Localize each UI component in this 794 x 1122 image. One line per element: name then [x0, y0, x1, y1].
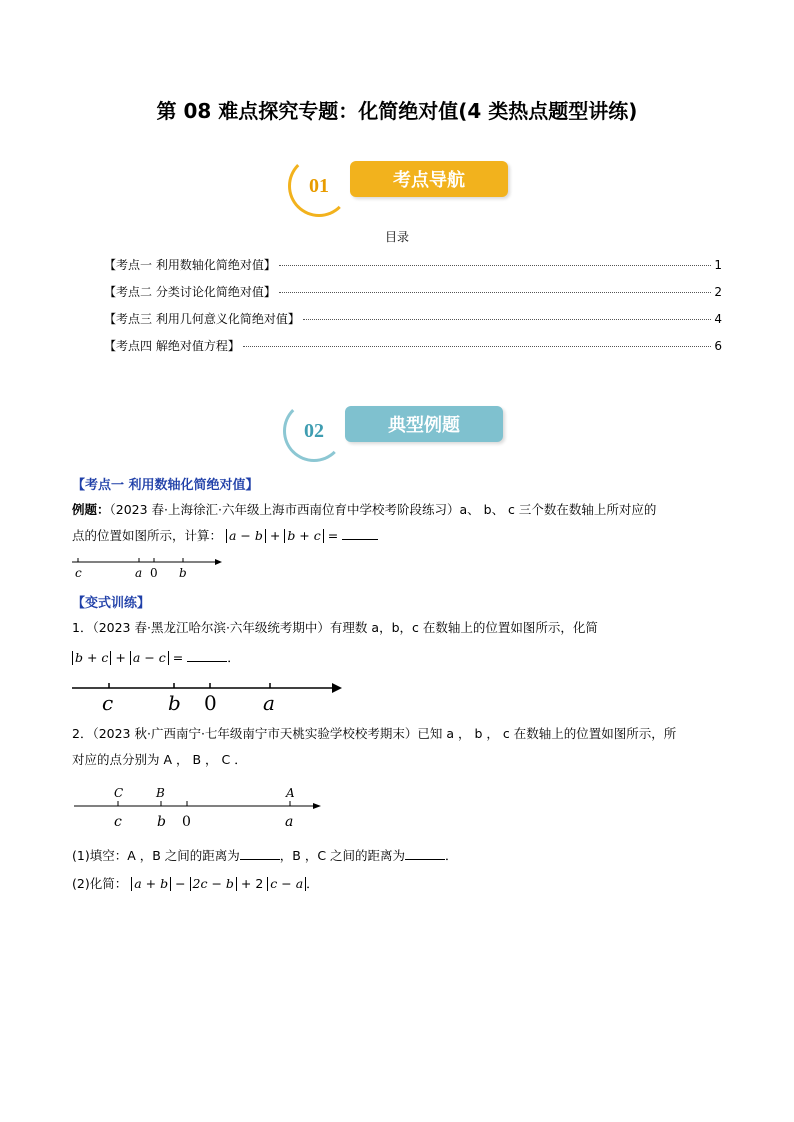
- section-heading: 【考点一 利用数轴化简绝对值】: [72, 478, 259, 493]
- badge-number: 02: [283, 400, 345, 462]
- abs-expr: b + c: [72, 651, 111, 665]
- plus-sign: +: [269, 528, 281, 543]
- question-2-part-2: [72, 874, 319, 894]
- axis-label: 0: [182, 814, 191, 830]
- toc-item-label: 【考点四 解绝对值方程】: [104, 339, 240, 353]
- number-line-2: [70, 672, 350, 712]
- period: ．: [306, 876, 319, 891]
- question-1-expr: [72, 648, 240, 668]
- equals-sign: =: [327, 528, 339, 543]
- badge-number: 01: [288, 155, 350, 217]
- toc-item[interactable]: [104, 310, 722, 327]
- answer-blank[interactable]: [405, 847, 445, 860]
- axis-point-label: A: [286, 786, 295, 800]
- axis-label: a: [263, 691, 275, 712]
- page-title: 第 08 难点探究专题：化简绝对值(4 类热点题型讲练): [156, 99, 638, 123]
- abs-expr: a + b: [131, 877, 171, 891]
- axis-label: 0: [150, 566, 158, 580]
- toc-item-page: 4: [714, 312, 722, 326]
- number-line-3: [72, 782, 332, 832]
- toc-item-label: 【考点二 分类讨论化简绝对值】: [104, 285, 276, 299]
- plus-two: + 2: [240, 876, 264, 891]
- example-prefix: 例题：: [72, 502, 110, 517]
- part2-text: (2)化简：: [72, 876, 128, 891]
- axis-label: b: [157, 814, 166, 830]
- toc-heading: 目录: [384, 230, 409, 244]
- plus-sign: +: [115, 650, 126, 665]
- abs-expr: b + c: [284, 529, 323, 543]
- abs-expr: 2c − b: [190, 877, 237, 891]
- toc-item[interactable]: [104, 337, 722, 354]
- abs-expr: a − b: [226, 529, 266, 543]
- period: ．: [445, 848, 458, 863]
- period: ．: [227, 650, 240, 665]
- question-2-text-line2: 对应的点分别为 A ， B ， C ．: [72, 752, 247, 767]
- answer-blank[interactable]: [240, 847, 280, 860]
- part1-text: (1)填空：A ，B 之间的距离为: [72, 848, 240, 863]
- number-line-1: [70, 552, 230, 582]
- toc-item-page: 6: [714, 339, 722, 353]
- minus-sign: −: [175, 876, 186, 891]
- axis-label: c: [114, 814, 122, 830]
- axis-point-label: C: [114, 786, 124, 800]
- abs-expr: c − a: [267, 877, 306, 891]
- question-2-part-1: [72, 846, 458, 866]
- toc-item-label: 【考点一 利用数轴化简绝对值】: [104, 258, 276, 272]
- axis-label: c: [75, 566, 82, 580]
- axis-label: b: [179, 566, 187, 580]
- axis-label: a: [285, 814, 294, 830]
- badge-label: 典型例题: [345, 406, 503, 442]
- equals-sign: =: [172, 650, 184, 665]
- example-line2: 点的位置如图所示，计算：: [72, 528, 223, 543]
- part1-text: ，B ，C 之间的距离为: [279, 848, 406, 863]
- question-2-text: 2．（2023 秋·广西南宁·七年级南宁市天桃实验学校校考期末）已知 a ， b ， c 在数轴上的位置如图所示，所: [72, 726, 677, 741]
- axis-point-label: B: [156, 786, 165, 800]
- example-line1: （2023 春·上海徐汇·六年级上海市西南位育中学校考阶段练习）a、 b、 c 三个数在数轴上所对应的: [109, 502, 657, 517]
- badge-label: 考点导航: [350, 161, 508, 197]
- question-1-text: 1．（2023 春·黑龙江哈尔滨·六年级统考期中）有理数 a，b，c 在数轴上的位置如图所示，化简: [72, 620, 598, 635]
- variant-heading: 【变式训练】: [72, 596, 151, 611]
- toc-item[interactable]: [104, 256, 722, 273]
- example-line2-row: [72, 526, 378, 546]
- axis-label: 0: [204, 691, 217, 712]
- axis-label: b: [168, 691, 181, 712]
- answer-blank[interactable]: [342, 527, 378, 540]
- axis-label: a: [135, 566, 143, 580]
- axis-label: c: [102, 691, 114, 712]
- toc-item[interactable]: [104, 283, 722, 300]
- example-text: [72, 500, 732, 520]
- abs-expr: a − c: [130, 651, 169, 665]
- answer-blank[interactable]: [187, 649, 227, 662]
- toc-item-label: 【考点三 利用几何意义化简绝对值】: [104, 312, 300, 326]
- toc-item-page: 1: [714, 258, 722, 272]
- toc-item-page: 2: [714, 285, 722, 299]
